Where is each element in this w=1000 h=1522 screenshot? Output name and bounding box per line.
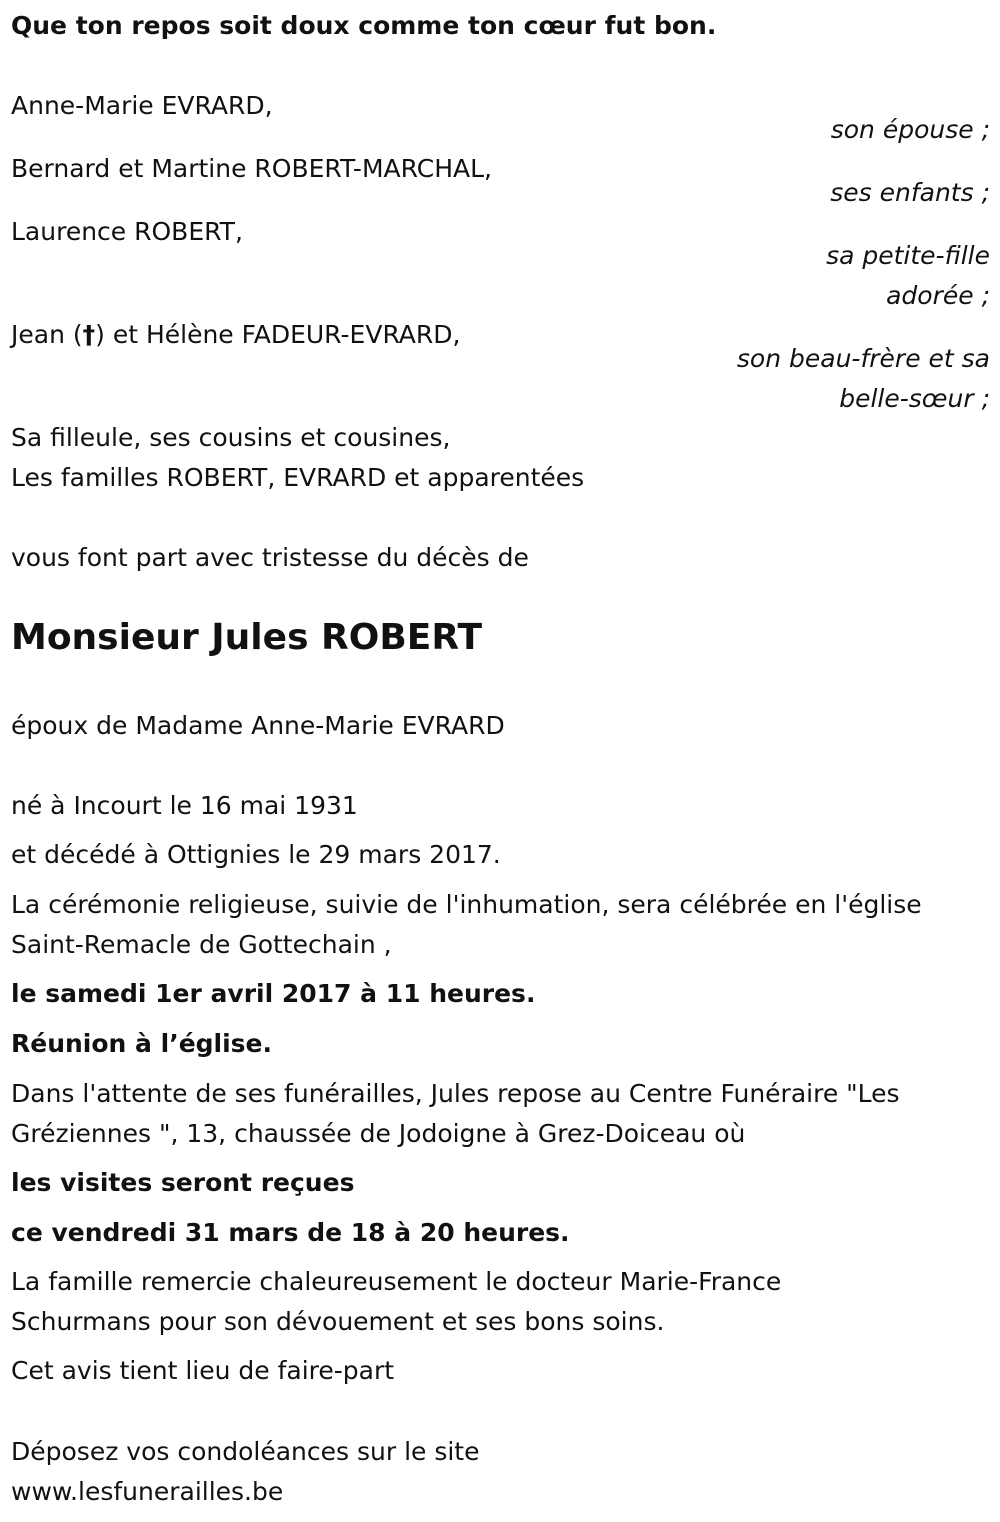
visits-date: ce vendredi 31 mars de 18 à 20 heures. [11,1218,570,1247]
notice-line: Cet avis tient lieu de faire-part [11,1356,395,1385]
condolences-website: www.lesfunerailles.be [11,1477,284,1506]
spouse-line: époux de Madame Anne-Marie EVRARD [11,711,505,740]
name-before-cross: Jean ( [11,320,83,349]
rest-line2: Gréziennes ", 13, chaussée de Jodoigne à Grez-Doiceau où [11,1119,746,1148]
name-after-cross: ) et Hélène FADEUR-EVRARD, [95,320,461,349]
family-name-in-laws [11,315,460,355]
epigraph: Que ton repos soit doux comme ton cœur fut bon. [11,11,717,40]
others-line1: Sa filleule, ses cousins et cousines, [11,423,451,452]
deceased-name: Monsieur Jules ROBERT [11,617,483,658]
cross-icon: † [82,320,96,349]
condolences-line1: Déposez vos condoléances sur le site [11,1437,480,1466]
relation-children: ses enfants ; [830,178,990,207]
relation-in-laws-line2: belle-sœur ; [839,384,990,413]
thanks-line2: Schurmans pour son dévouement et ses bons soins. [11,1307,665,1336]
meeting-line: Réunion à l’église. [11,1029,273,1058]
others-line2: Les familles ROBERT, EVRARD et apparentées [11,463,585,492]
family-name-granddaughter: Laurence ROBERT, [11,217,243,246]
family-name-children: Bernard et Martine ROBERT-MARCHAL, [11,154,492,183]
ceremony-line1: La cérémonie religieuse, suivie de l'inhumation, sera célébrée en l'église [11,890,922,919]
ceremony-date: le samedi 1er avril 2017 à 11 heures. [11,979,536,1008]
rest-line1: Dans l'attente de ses funérailles, Jules repose au Centre Funéraire "Les [11,1079,900,1108]
birth-line: né à Incourt le 16 mai 1931 [11,791,358,820]
relation-spouse: son épouse ; [830,115,990,144]
death-line: et décédé à Ottignies le 29 mars 2017. [11,840,501,869]
visits-line: les visites seront reçues [11,1168,355,1197]
relation-in-laws-line1: son beau-frère et sa [736,344,990,373]
relation-granddaughter-line2: adorée ; [886,281,990,310]
ceremony-line2: Saint-Remacle de Gottechain , [11,930,392,959]
announcement: vous font part avec tristesse du décès de [11,543,529,572]
relation-granddaughter-line1: sa petite-fille [826,241,990,270]
thanks-line1: La famille remercie chaleureusement le docteur Marie-France [11,1267,782,1296]
family-name-spouse: Anne-Marie EVRARD, [11,91,273,120]
